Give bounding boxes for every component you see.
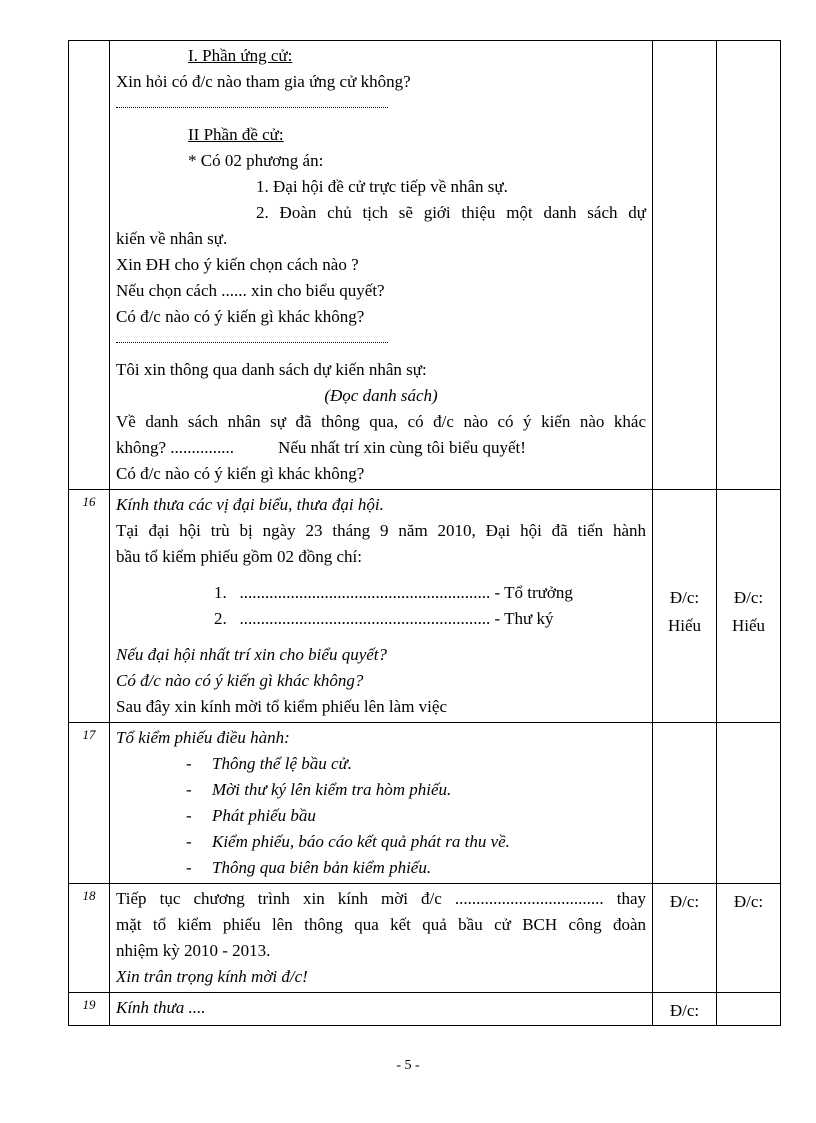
- text-line: Xin trân trọng kính mời đ/c!: [116, 967, 308, 986]
- row-number: 18: [69, 884, 110, 993]
- responsible-label: Đ/c:: [669, 588, 700, 607]
- text-line: Có đ/c nào có ý kiến gì khác không?: [116, 464, 365, 483]
- responsible-name: Hiếu: [667, 616, 702, 635]
- text-line: Tại đại hội trù bị ngày 23 tháng 9 năm 2010, Đại hội đã tiến hành: [116, 521, 646, 540]
- note-label: Đ/c:: [733, 892, 764, 911]
- note-name: Hiếu: [731, 616, 766, 635]
- text-line: Kính thưa ....: [116, 998, 206, 1017]
- responsible-cell: [653, 723, 717, 884]
- text-line: Về danh sách nhân sự đã thông qua, có đ/c nào có ý kiến nào khác: [116, 412, 646, 431]
- text-line: Có đ/c nào có ý kiến gì khác không?: [116, 671, 364, 690]
- table-row: [69, 490, 781, 723]
- agenda-table: [68, 40, 781, 1026]
- text-line: bầu tổ kiểm phiếu gồm 02 đồng chí:: [116, 547, 362, 566]
- responsible-cell: [653, 884, 717, 993]
- section-heading: II Phần đề cử:: [188, 125, 284, 144]
- row-number: 19: [69, 993, 110, 1026]
- note-cell: [717, 41, 781, 490]
- section-heading: I. Phần ứng cử:: [188, 46, 293, 65]
- table-row: [69, 723, 781, 884]
- page-number: - 5 -: [396, 1058, 420, 1073]
- text-line: mặt tổ kiểm phiếu lên thông qua kết quả bầu cử BCH công đoàn: [116, 915, 646, 934]
- list-item: - Phát phiếu bầu: [186, 806, 316, 825]
- text-line: nhiệm kỳ 2010 - 2013.: [116, 941, 271, 960]
- text-line: 1. Đại hội đề cử trực tiếp về nhân sự.: [256, 177, 508, 196]
- text-line: Nếu đại hội nhất trí xin cho biểu quyết?: [116, 645, 388, 664]
- list-item: - Kiểm phiếu, báo cáo kết quả phát ra thu về.: [186, 832, 510, 851]
- text-line: Tiếp tục chương trình xin kính mời đ/c ................................... thay: [116, 889, 646, 908]
- member-line: 2. ........................................................... - Thư ký: [214, 609, 554, 628]
- row-content: [110, 884, 653, 993]
- responsible-cell: [653, 41, 717, 490]
- text-line: Tổ kiểm phiếu điều hành:: [116, 728, 290, 747]
- row-number: 16: [69, 490, 110, 723]
- text-line: 2. Đoàn chủ tịch sẽ giới thiệu một danh sách dự: [256, 203, 646, 222]
- table-row: [69, 993, 781, 1026]
- responsible-cell: [653, 490, 717, 723]
- row-content: [110, 41, 653, 490]
- note-cell: [717, 490, 781, 723]
- text-line: Xin ĐH cho ý kiến chọn cách nào ?: [116, 255, 359, 274]
- list-item: - Mời thư ký lên kiểm tra hòm phiếu.: [186, 780, 452, 799]
- text-line: Sau đây xin kính mời tổ kiểm phiếu lên làm việc: [116, 697, 447, 716]
- responsible-cell: [653, 993, 717, 1026]
- row-number: [69, 41, 110, 490]
- responsible-label: Đ/c:: [669, 892, 700, 911]
- table-row: [69, 41, 781, 490]
- note-label: Đ/c:: [733, 588, 764, 607]
- note-cell: [717, 723, 781, 884]
- text-line: kiến về nhân sự.: [116, 229, 228, 248]
- table-row: [69, 884, 781, 993]
- row-content: [110, 993, 653, 1026]
- note-cell: [717, 884, 781, 993]
- text-line: (Đọc danh sách): [324, 386, 438, 405]
- row-content: [110, 490, 653, 723]
- member-line: 1. ........................................................... - Tổ trưởng: [214, 583, 573, 602]
- responsible-label: Đ/c:: [669, 1001, 700, 1020]
- dotted-line: [116, 330, 388, 343]
- text-line: không? ............... Nếu nhất trí xin cùng tôi biểu quyết!: [116, 438, 526, 457]
- row-content: [110, 723, 653, 884]
- note-cell: [717, 993, 781, 1026]
- text-line: * Có 02 phương án:: [188, 151, 324, 170]
- list-item: - Thông qua biên bản kiểm phiếu.: [186, 858, 432, 877]
- text-line: Xin hỏi có đ/c nào tham gia ứng cử không?: [116, 72, 411, 91]
- text-line: Nếu chọn cách ...... xin cho biểu quyết?: [116, 281, 385, 300]
- text-line: Tôi xin thông qua danh sách dự kiến nhân sự:: [116, 360, 427, 379]
- list-item: - Thông thể lệ bầu cử.: [186, 754, 353, 773]
- row-number: 17: [69, 723, 110, 884]
- text-line: Có đ/c nào có ý kiến gì khác không?: [116, 307, 365, 326]
- dotted-line: [116, 95, 388, 108]
- text-line: Kính thưa các vị đại biểu, thưa đại hội.: [116, 495, 384, 514]
